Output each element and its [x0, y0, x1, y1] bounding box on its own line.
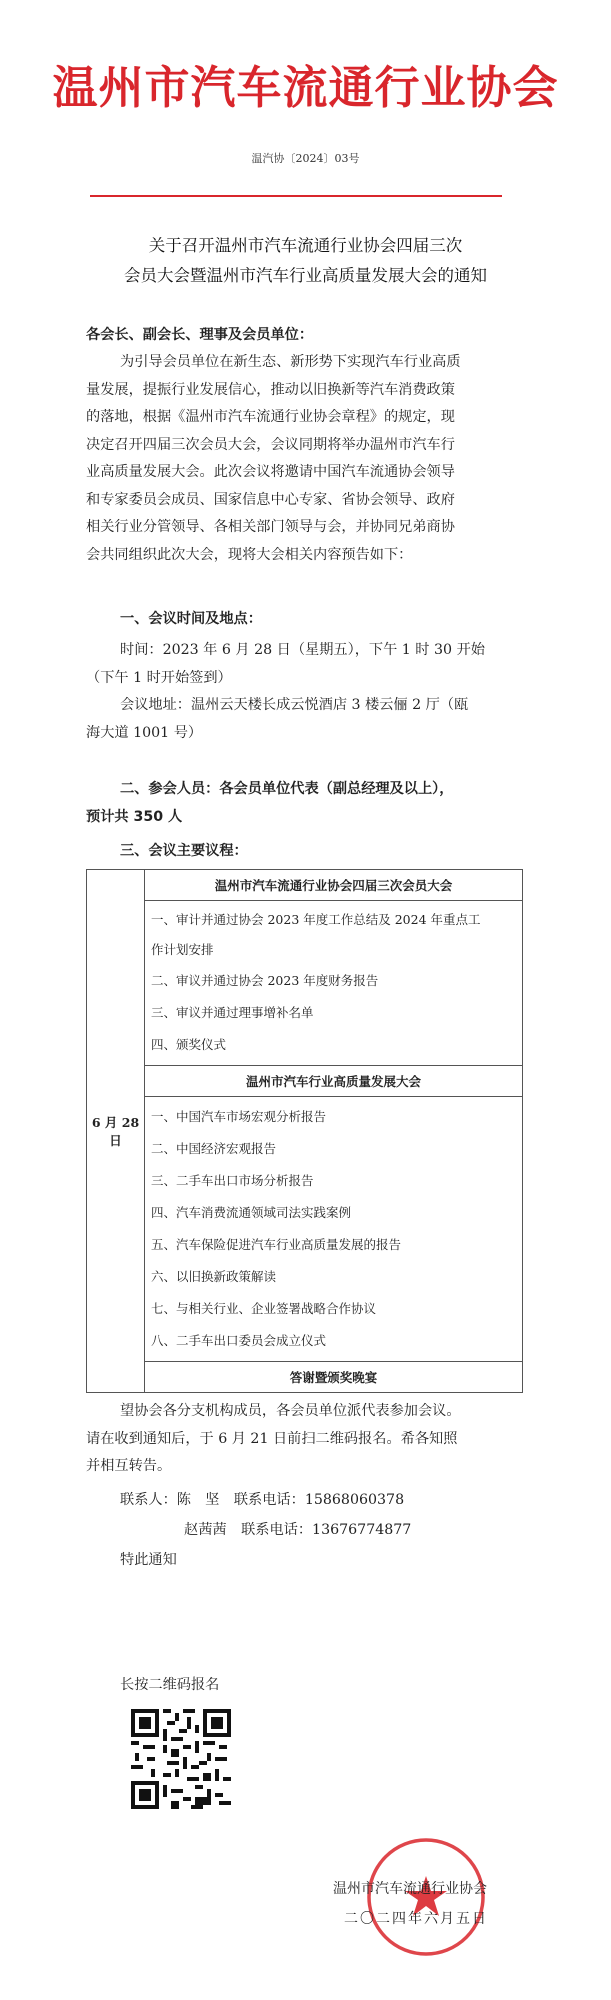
agenda-item: 六、以旧换新政策解读 [151, 1269, 277, 1284]
agenda-meeting-1-title: 温州市汽车流通行业协会四届三次会员大会 [145, 870, 523, 901]
closing-paragraph [86, 1398, 526, 1481]
agenda-table [86, 869, 523, 1393]
contact-phone-2: 13676774877 [312, 1522, 412, 1538]
letterhead-divider [90, 195, 502, 197]
agenda-meeting-2-title: 温州市汽车行业高质量发展大会 [145, 1066, 523, 1097]
signature-date: 二〇二四年六月五日 [344, 1911, 488, 1927]
agenda-meeting-2-items [145, 1097, 523, 1362]
section-2-heading-cont: 预计共 350 人 [86, 809, 183, 825]
agenda-item: 二、中国经济宏观报告 [151, 1141, 277, 1156]
notice-title-line-2: 会员大会暨温州市汽车行业高质量发展大会的通知 [124, 266, 487, 285]
agenda-meeting-1-items [145, 901, 523, 1066]
agenda-item-cont: 作计划安排 [151, 942, 214, 957]
intro-line: 业高质量发展大会。此次会议将邀请中国汽车流通协会领导 [86, 464, 455, 480]
contact-person-1: 陈 坚 [176, 1492, 220, 1508]
closing-line: 请在收到通知后，于 6 月 21 日前扫二维码报名。希各知照 [86, 1430, 458, 1447]
agenda-item: 三、二手车出口市场分析报告 [151, 1173, 314, 1188]
agenda-item: 四、颁奖仪式 [151, 1037, 227, 1052]
phone-label: 联系电话： [241, 1522, 313, 1538]
agenda-item: 五、汽车保险促进汽车行业高质量发展的报告 [151, 1237, 402, 1252]
notice-end: 特此通知 [120, 1552, 177, 1568]
intro-line: 量发展，提振行业发展信心，推动以旧换新等汽车消费政策 [86, 381, 455, 398]
salutation: 各会长、副会长、理事及会员单位： [86, 327, 314, 343]
contact-person-2: 赵茜茜 [184, 1522, 227, 1538]
agenda-item: 八、二手车出口委员会成立仪式 [151, 1333, 327, 1348]
meeting-venue: 会议地址：温州云天楼长成云悦酒店 3 楼云俪 2 厅（瓯 [120, 697, 469, 713]
contact-row-2 [184, 1517, 411, 1545]
agenda-date: 6 月 28 日 [87, 870, 145, 1393]
intro-line: 为引导会员单位在新生态、新形势下实现汽车行业高质 [120, 354, 461, 370]
section-2-heading: 二、参会人员：各会员单位代表（副总经理及以上）， [120, 781, 454, 797]
section-1-heading: 一、会议时间及地点： [120, 611, 262, 627]
contact-phone-1: 15868060378 [304, 1492, 405, 1508]
contact-row-1 [120, 1487, 404, 1515]
intro-paragraph [86, 349, 526, 569]
intro-line: 会共同组织此次大会，现将大会相关内容预告如下： [86, 546, 413, 563]
document-number: 温汽协〔2024〕03号 [251, 152, 360, 165]
closing-line: 望协会各分支机构成员，各会员单位派代表参加会议。 [120, 1403, 461, 1419]
intro-line: 相关行业分管领导、各相关部门领导与会，并协同兄弟商协 [86, 519, 455, 535]
organization-letterhead-title: 温州市汽车流通行业协会 [52, 61, 559, 114]
phone-label: 联系电话： [233, 1492, 305, 1508]
meeting-time: 时间：2023 年 6 月 28 日（星期五），下午 1 时 30 开始 [120, 642, 485, 658]
qr-label: 长按二维码报名 [120, 1677, 220, 1693]
agenda-item: 四、汽车消费流通领域司法实践案例 [151, 1205, 352, 1220]
meeting-venue-cont: 海大道 1001 号） [86, 724, 203, 741]
agenda-item: 二、审议并通过协会 2023 年度财务报告 [151, 973, 379, 988]
agenda-closing: 答谢暨颁奖晚宴 [145, 1362, 523, 1393]
signature-organization: 温州市汽车流通行业协会 [333, 1881, 487, 1897]
agenda-item: 一、中国汽车市场宏观分析报告 [151, 1109, 327, 1124]
contact-label: 联系人： [120, 1492, 177, 1508]
agenda-item: 一、审计并通过协会 2023 年度工作总结及 2024 年重点工 [151, 912, 481, 927]
agenda-item: 七、与相关行业、企业签署战略合作协议 [151, 1301, 377, 1316]
notice-title-line-1: 关于召开温州市汽车流通行业协会四届三次 [148, 236, 463, 255]
agenda-item: 三、审议并通过理事增补名单 [151, 1005, 314, 1020]
meeting-time-cont: （下午 1 时开始签到） [86, 669, 232, 686]
section-3-heading: 三、会议主要议程： [120, 843, 248, 859]
qr-code-icon [131, 1709, 231, 1809]
intro-line: 和专家委员会成员、国家信息中心专家、省协会领导、政府 [86, 491, 455, 508]
section-1-body [86, 637, 526, 747]
closing-line: 并相互转告。 [86, 1458, 172, 1474]
registration-qr-code[interactable] [131, 1709, 231, 1809]
intro-line: 决定召开四届三次会员大会，会议同期将举办温州市汽车行 [86, 436, 455, 453]
intro-line: 的落地，根据《温州市汽车流通行业协会章程》的规定，现 [86, 409, 455, 425]
